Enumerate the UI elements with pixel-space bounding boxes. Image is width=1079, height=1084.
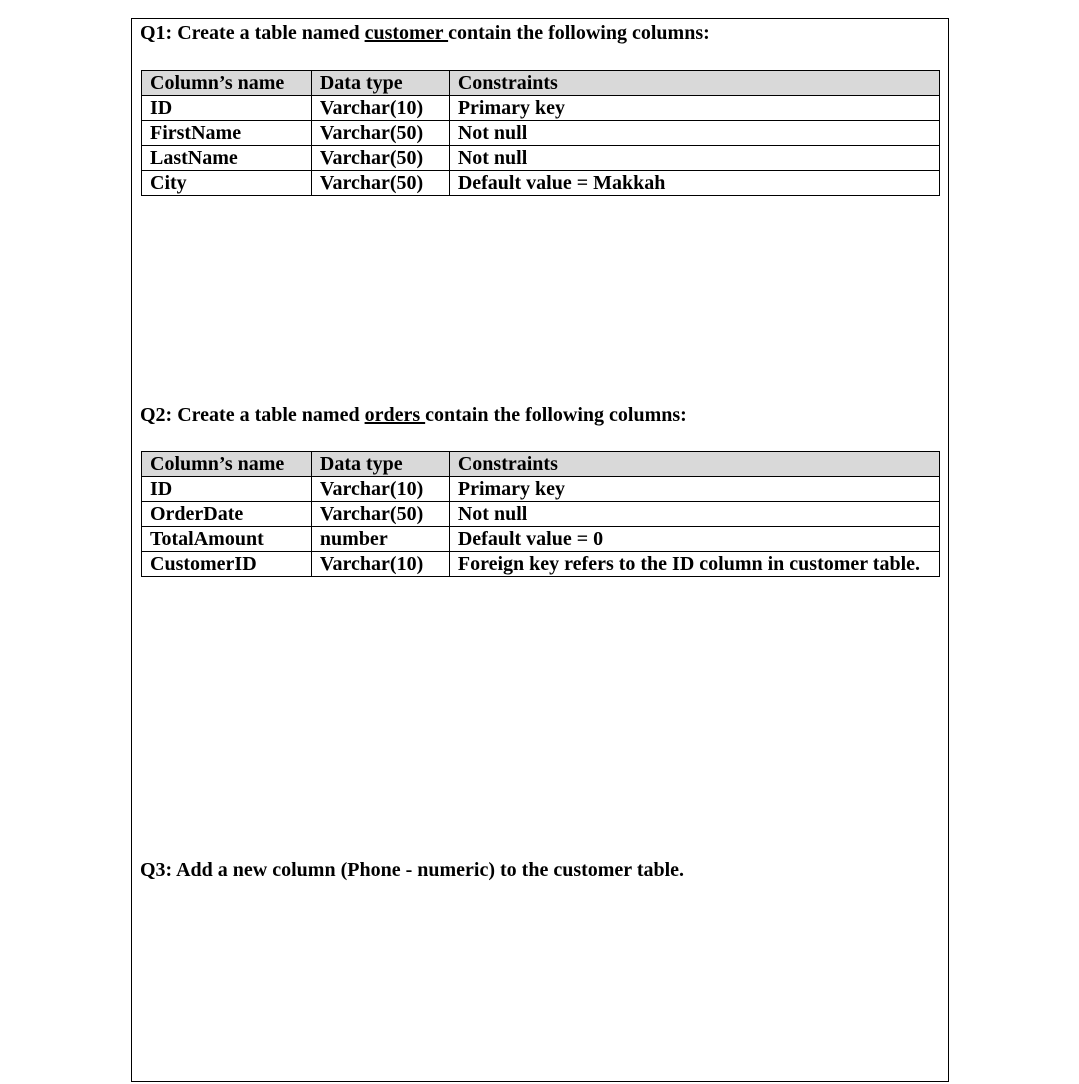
cell-constraint: Not null	[449, 121, 939, 146]
header-constraints: Constraints	[449, 452, 939, 477]
header-constraints: Constraints	[449, 71, 939, 96]
table-row	[142, 121, 940, 146]
cell-data-type: Varchar(50)	[311, 146, 449, 171]
cell-constraint: Primary key	[449, 477, 939, 502]
table-row	[142, 552, 940, 577]
header-data-type: Data type	[311, 71, 449, 96]
header-column-name: Column’s name	[142, 452, 312, 477]
cell-constraint: Foreign key refers to the ID column in customer table.	[449, 552, 939, 577]
cell-column-name: OrderDate	[142, 502, 312, 527]
cell-column-name: ID	[142, 477, 312, 502]
q2-prefix: Q2: Create a table named	[140, 404, 365, 426]
cell-data-type: number	[311, 527, 449, 552]
cell-data-type: Varchar(50)	[311, 502, 449, 527]
cell-data-type: Varchar(10)	[311, 477, 449, 502]
table-row	[142, 96, 940, 121]
cell-column-name: TotalAmount	[142, 527, 312, 552]
q1-table-name: customer	[364, 22, 449, 44]
header-data-type: Data type	[311, 452, 449, 477]
cell-constraint: Default value = Makkah	[449, 171, 939, 196]
cell-column-name: City	[142, 171, 312, 196]
cell-column-name: ID	[142, 96, 312, 121]
q1-columns-table	[141, 70, 940, 196]
cell-column-name: LastName	[142, 146, 312, 171]
table-header-row	[142, 452, 940, 477]
header-column-name: Column’s name	[142, 71, 312, 96]
q2-table-name: orders	[364, 404, 426, 426]
cell-column-name: CustomerID	[142, 552, 312, 577]
cell-constraint: Not null	[449, 502, 939, 527]
cell-column-name: FirstName	[142, 121, 312, 146]
q2-columns-table	[141, 451, 940, 577]
table-row	[142, 171, 940, 196]
table-row	[142, 527, 940, 552]
q1-prefix: Q1: Create a table named	[140, 22, 365, 44]
q3-title: Q3: Add a new column (Phone - numeric) to the customer table.	[140, 859, 685, 881]
cell-constraint: Default value = 0	[449, 527, 939, 552]
q1-suffix: contain the following columns:	[448, 22, 710, 44]
cell-constraint: Not null	[449, 146, 939, 171]
table-row	[142, 146, 940, 171]
table-row	[142, 477, 940, 502]
cell-data-type: Varchar(50)	[311, 171, 449, 196]
cell-constraint: Primary key	[449, 96, 939, 121]
cell-data-type: Varchar(50)	[311, 121, 449, 146]
cell-data-type: Varchar(10)	[311, 552, 449, 577]
cell-data-type: Varchar(10)	[311, 96, 449, 121]
q2-title	[140, 403, 687, 427]
q2-suffix: contain the following columns:	[425, 404, 687, 426]
q1-title	[140, 21, 710, 45]
table-header-row	[142, 71, 940, 96]
table-row	[142, 502, 940, 527]
